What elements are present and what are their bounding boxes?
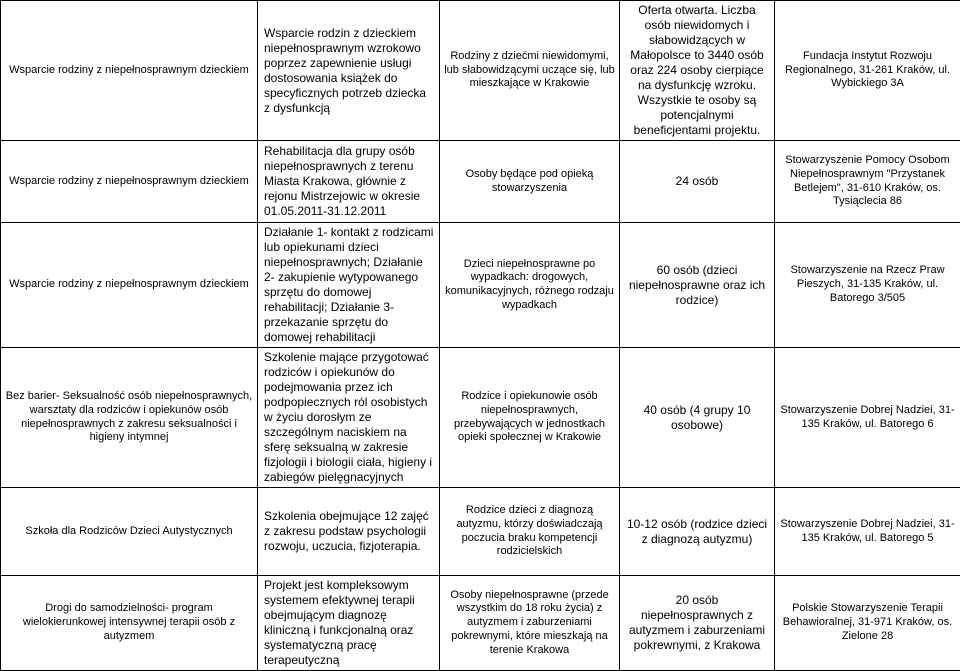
cell-description: Działanie 1- kontakt z rodzicami lub opiekunami dzieci niepełnosprawnych; Działanie 2- zakupienie wytypowanego sprzętu do domowej rehabilitacji; Działanie 3- przekazanie sprzętu do domowej rehabilitacji xyxy=(258,223,440,348)
cell-participants: 60 osób (dzieci niepełnosprawne oraz ich rodzice) xyxy=(620,223,775,348)
cell-project-name: Drogi do samodzielności- program wielokierunkowej intensywnej terapii osób z autyzmem xyxy=(1,576,258,671)
table-row xyxy=(1,576,960,671)
cell-target-group: Osoby będące pod opieką stowarzyszenia xyxy=(440,141,620,223)
cell-target-group: Rodziny z dziećmi niewidomymi, lub słabowidzącymi uczące się, lub mieszkające w Krakowie xyxy=(440,1,620,141)
cell-target-group: Rodzice i opiekunowie osób niepełnosprawnych, przebywających w jednostkach opieki społecznej w Krakowie xyxy=(440,348,620,488)
cell-description: Szkolenia obejmujące 12 zajęć z zakresu podstaw psychologii rozwoju, uczucia, fizjoterapia. xyxy=(258,488,440,576)
cell-organization: Fundacja Instytut Rozwoju Regionalnego, 31-261 Kraków, ul. Wybickiego 3A xyxy=(775,1,960,141)
table-row xyxy=(1,348,960,488)
cell-target-group: Dzieci niepełnosprawne po wypadkach: drogowych, komunikacyjnych, różnego rodzaju wypadkach xyxy=(440,223,620,348)
cell-target-group: Osoby niepełnosprawne (przede wszystkim do 18 roku życia) z autyzmem i zaburzeniami pokrewnymi, które mieszkają na terenie Krakowa xyxy=(440,576,620,671)
cell-organization: Polskie Stowarzyszenie Terapii Behawioralnej, 31-971 Kraków, os. Zielone 28 xyxy=(775,576,960,671)
cell-participants: 20 osób niepełnosprawnych z autyzmem i zaburzeniami pokrewnymi, z Krakowa xyxy=(620,576,775,671)
cell-description: Projekt jest kompleksowym systemem efektywnej terapii obejmującym diagnozę kliniczną i funkcjonalną oraz systematyczną pracę terapeutyczną xyxy=(258,576,440,671)
table-row xyxy=(1,223,960,348)
cell-participants: 10-12 osób (rodzice dzieci z diagnozą autyzmu) xyxy=(620,488,775,576)
cell-description: Szkolenie mające przygotować rodziców i opiekunów do podejmowania przez ich podpopiecznych ról osobistych w życiu dorosłym ze szczególnym naciskiem na sferę seksualną w zakresie fizjologii i biologii ciała, higieny i zabiegów pielęgnacyjnych xyxy=(258,348,440,488)
cell-organization: Stowarzyszenie na Rzecz Praw Pieszych, 31-135 Kraków, ul. Batorego 3/505 xyxy=(775,223,960,348)
cell-project-name: Wsparcie rodziny z niepełnosprawnym dzieckiem xyxy=(1,223,258,348)
cell-description: Rehabilitacja dla grupy osób niepełnosprawnych z terenu Miasta Krakowa, głównie z rejonu Mistrzejowic w okresie 01.05.2011-31.12.2011 xyxy=(258,141,440,223)
cell-participants: 24 osób xyxy=(620,141,775,223)
cell-project-name: Wsparcie rodziny z niepełnosprawnym dzieckiem xyxy=(1,1,258,141)
cell-project-name: Szkoła dla Rodziców Dzieci Autystycznych xyxy=(1,488,258,576)
table-row xyxy=(1,488,960,576)
cell-organization: Stowarzyszenie Dobrej Nadziei, 31-135 Kraków, ul. Batorego 5 xyxy=(775,488,960,576)
cell-project-name: Bez barier- Seksualność osób niepełnosprawnych, warsztaty dla rodziców i opiekunów osób niepełnosprawnych z zakresu seksualności i higieny intymnej xyxy=(1,348,258,488)
cell-organization: Stowarzyszenie Dobrej Nadziei, 31-135 Kraków, ul. Batorego 6 xyxy=(775,348,960,488)
cell-target-group: Rodzice dzieci z diagnozą autyzmu, którzy doświadczają poczucia braku kompetencji rodzicielskich xyxy=(440,488,620,576)
table-row xyxy=(1,141,960,223)
cell-participants: 40 osób (4 grupy 10 osobowe) xyxy=(620,348,775,488)
cell-participants: Oferta otwarta. Liczba osób niewidomych i słabowidzących w Małopolsce to 3440 osób oraz 224 osoby cierpiące na dysfunkcję wzroku. Wszystkie te osoby są potencjalnymi beneficjentami projektu. xyxy=(620,1,775,141)
cell-organization: Stowarzyszenie Pomocy Osobom Niepełnosprawnym "Przystanek Betlejem", 31-610 Kraków, os. Tysiąclecia 86 xyxy=(775,141,960,223)
cell-project-name: Wsparcie rodziny z niepełnosprawnym dzieckiem xyxy=(1,141,258,223)
cell-description: Wsparcie rodzin z dzieckiem niepełnosprawnym wzrokowo poprzez zapewnienie usługi dostosowania książek do specyficznych potrzeb dziecka z dysfunkcją xyxy=(258,1,440,141)
table-row xyxy=(1,1,960,141)
